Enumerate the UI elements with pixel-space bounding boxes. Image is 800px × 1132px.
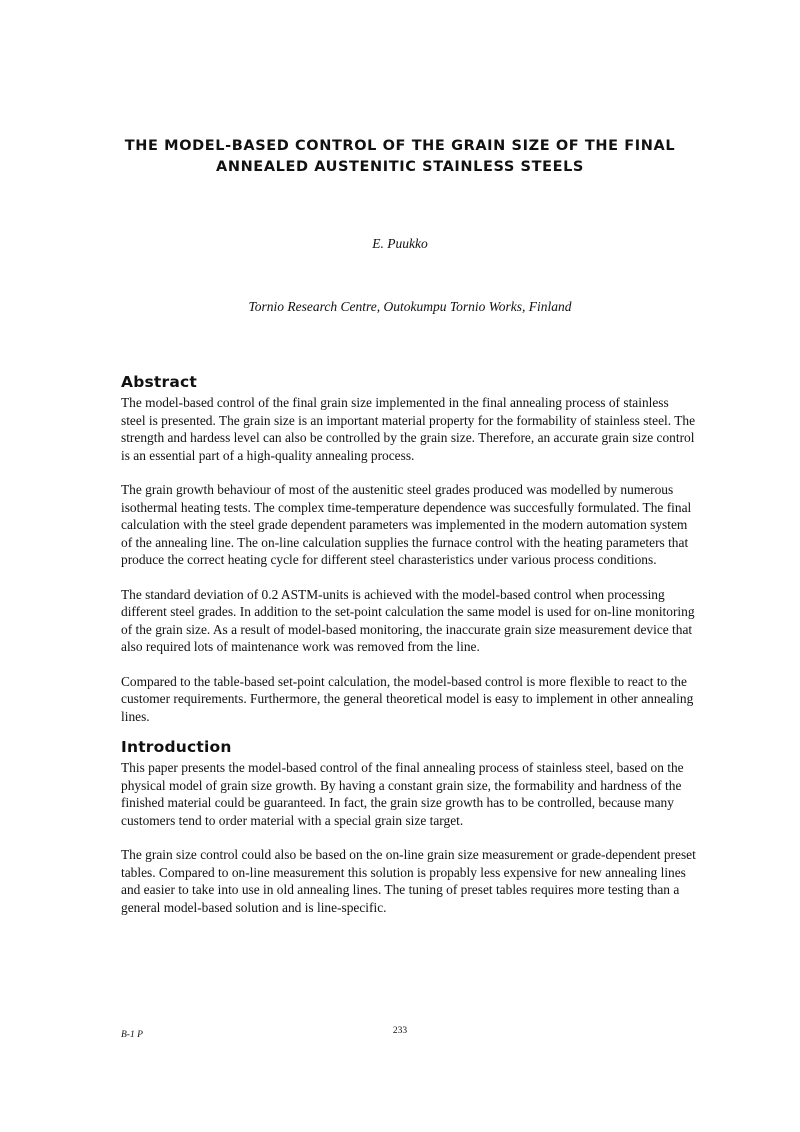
abstract-paragraph: Compared to the table-based set-point calculation, the model-based control is more flexible to react to the customer requirements. Furthermore, the general theoretical model is easy to implement in other annealing lines. — [121, 673, 694, 724]
abstract-paragraph: The model-based control of the final grain size implemented in the final annealing process of stainless steel is presented. The grain size is an important material property for the formability of stainless steel. The strength and hardess level can also be controlled by the grain size. Therefore, an accurate grain size control is an essential part of a high-quality annealing process. — [121, 395, 696, 463]
introduction-paragraph: The grain size control could also be based on the on-line grain size measurement or grade-dependent preset tables. Compared to on-line measurement this solution is propably less expensive for new annealing lines and easier to take into use in old annealing lines. The tuning of preset tables requires more testing than a general model-based solution and is line-specific. — [121, 847, 696, 915]
introduction-section — [121, 737, 696, 916]
abstract-paragraph: The grain growth behaviour of most of the austenitic steel grades produced was modelled by numerous isothermal heating tests. The complex time-temperature dependence was succesfully formulated. The final calculation with the steel grade dependent parameters was implemented in the modern automation system of the annealing line. The on-line calculation supplies the furnace control with the heating parameters that produce the correct heating cycle for different steel charasteristics under various process conditions. — [121, 482, 692, 567]
affiliation: Tornio Research Centre, Outokumpu Tornio Works, Finland — [248, 299, 572, 314]
author: E. Puukko — [372, 236, 428, 251]
introduction-paragraph: This paper presents the model-based control of the final annealing process of stainless steel, based on the physical model of grain size growth. By having a constant grain size, the formability and hardness of the finished material could be guaranteed. In fact, the grain size growth has to be controlled, because many customers tend to order material with a special grain size target. — [121, 760, 684, 828]
page-number: 233 — [392, 1026, 408, 1036]
paper-title — [100, 136, 700, 178]
title-line-2: ANNEALED AUSTENITIC STAINLESS STEELS — [216, 159, 584, 175]
introduction-heading: Introduction — [121, 738, 232, 756]
abstract-heading: Abstract — [121, 373, 198, 391]
footer-code: B-1 P — [121, 1030, 143, 1040]
title-line-1: THE MODEL-BASED CONTROL OF THE GRAIN SIZE OF THE FINAL — [124, 138, 676, 154]
paper-body — [121, 372, 696, 933]
abstract-paragraph: The standard deviation of 0.2 ASTM-units is achieved with the model-based control when processing different steel grades. In addition to the set-point calculation the same model is used for on-line monitoring of the grain size. As a result of model-based monitoring, the inaccurate grain size measurement device that also required lots of maintenance work was removed from the line. — [121, 586, 695, 654]
abstract-section — [121, 372, 696, 725]
